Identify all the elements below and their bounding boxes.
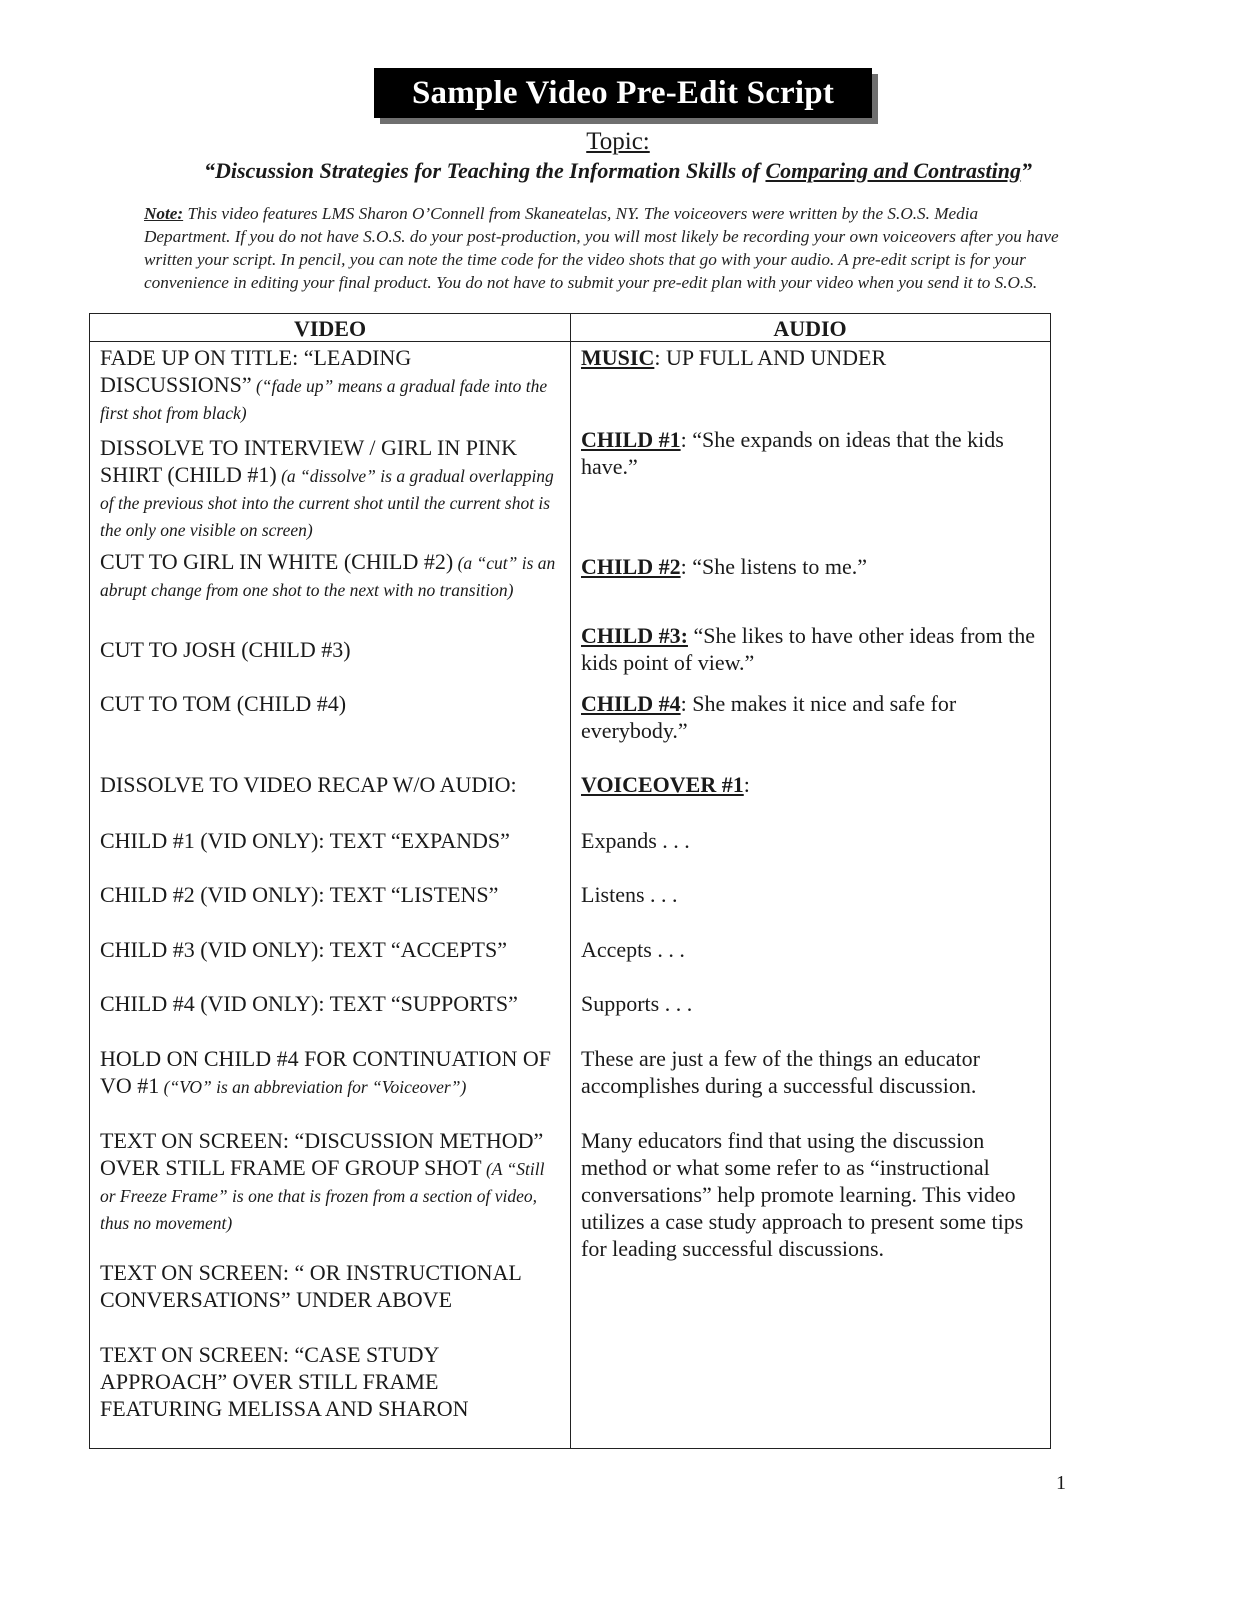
video-cue [100,690,564,717]
audio-speaker: CHILD #4 [581,691,681,716]
audio-text: : “She expands on ideas that the kids have.” [581,427,1004,479]
video-cue [100,990,564,1017]
audio-cue [581,990,1043,1017]
video-cue-text: TEXT ON SCREEN: “CASE STUDY APPROACH” OVER STILL FRAME FEATURING MELISSA AND SHARON [100,1342,469,1421]
video-cue-text: DISSOLVE TO VIDEO RECAP W/O AUDIO: [100,772,517,797]
script-table [89,313,1051,1449]
audio-text: Supports . . . [581,991,693,1016]
video-cue [100,1045,564,1099]
audio-text: Many educators find that using the discussion method or what some refer to as “instructional conversations” help promote learning. This video utilizes a case study approach to present some tips for leading successful discussions. [581,1128,1024,1261]
video-cue-text: FADE UP ON TITLE: “LEADING DISCUSSIONS” [100,345,412,397]
audio-text: “She likes to have other ideas from the kids point of view.” [581,623,1035,675]
note-text: This video features LMS Sharon O’Connell from Skaneatelas, NY. The voiceovers were written by the S.O.S. Media Department. If you do not have S.O.S. do your post-production, you will most likely be recording your own voiceovers after you have written your script. In pencil, you can note the time code for the video shots that go with your audio. A pre-edit script is for your convenience in editing your final product. You do not have to submit your pre-edit plan with your video when you send it to S.O.S. [144,204,1059,292]
audio-speaker: MUSIC [581,345,655,370]
note-label: Note: [144,204,184,223]
audio-text: : UP FULL AND UNDER [654,345,887,370]
video-cue-text: CUT TO TOM (CHILD #4) [100,691,347,716]
audio-text: These are just a few of the things an educator accomplishes during a successful discussion. [581,1046,980,1098]
video-cue-text: TEXT ON SCREEN: “DISCUSSION METHOD” OVER STILL FRAME OF GROUP SHOT [100,1128,544,1180]
video-cue-text: HOLD ON CHILD #4 FOR CONTINUATION OF VO #1 [100,1046,551,1098]
audio-speaker: CHILD #3: [581,623,688,648]
audio-cue [581,827,1043,854]
video-cue [100,771,564,798]
video-cue [100,636,564,663]
video-cue-text: CUT TO GIRL IN WHITE (CHILD #2) [100,549,454,574]
video-cue [100,1127,564,1235]
video-cue-text: DISSOLVE TO INTERVIEW / GIRL IN PINK SHIRT (CHILD #1) [100,435,518,487]
topic-label: Topic: [586,128,650,155]
audio-speaker: CHILD #1 [581,427,681,452]
video-cue-note: (A “Still or Freeze Frame” is one that is frozen from a section of video, thus no movement) [100,1159,545,1233]
subtitle-suffix: ” [1021,158,1033,183]
audio-cue [581,426,1043,480]
video-cue-note: (a “cut” is an abrupt change from one shot to the next with no transition) [100,553,556,600]
video-cue-text: TEXT ON SCREEN: “ OR INSTRUCTIONAL CONVERSATIONS” UNDER ABOVE [100,1260,522,1312]
video-cue [100,434,564,542]
audio-cue [581,881,1043,908]
video-cue [100,881,564,908]
video-cue-text: CHILD #4 (VID ONLY): TEXT “SUPPORTS” [100,991,518,1016]
video-cue-text: CHILD #3 (VID ONLY): TEXT “ACCEPTS” [100,937,507,962]
video-cue [100,1341,564,1422]
note-paragraph [144,202,1064,294]
audio-cue [581,622,1043,676]
column-divider [570,314,571,1448]
subtitle [0,158,1236,184]
video-cue [100,827,564,854]
audio-text: : She makes it nice and safe for everybody.” [581,691,957,743]
video-cue-text: CHILD #2 (VID ONLY): TEXT “LISTENS” [100,882,499,907]
audio-cue [581,1127,1043,1262]
audio-text: Expands . . . [581,828,690,853]
audio-cue [581,690,1043,744]
video-cue-text: CUT TO JOSH (CHILD #3) [100,637,351,662]
video-cue-text: CHILD #1 (VID ONLY): TEXT “EXPANDS” [100,828,510,853]
topic-heading [0,128,1236,156]
video-cue-note: (a “dissolve” is a gradual overlapping of the previous shot into the current shot until the current shot is the only one visible on screen) [100,466,554,540]
audio-cue [581,344,1043,371]
audio-text: : [743,772,750,797]
audio-cue [581,553,1043,580]
video-cue [100,548,564,602]
video-cue [100,344,564,425]
page-title: Sample Video Pre-Edit Script [374,68,872,118]
title-banner [374,68,878,124]
video-cue [100,936,564,963]
audio-text: Listens . . . [581,882,678,907]
video-cue-note: (“VO” is an abbreviation for “Voiceover”) [159,1077,467,1097]
video-cue [100,1259,564,1313]
audio-cue [581,771,1043,798]
audio-cue [581,1045,1043,1099]
video-column-header: VIDEO [293,316,367,341]
page-number: 1 [1056,1472,1066,1494]
video-cue-note: (“fade up” means a gradual fade into the first shot from black) [100,376,548,423]
audio-text: Accepts . . . [581,937,685,962]
subtitle-underlined: Comparing and Contrasting [765,158,1022,183]
audio-speaker: VOICEOVER #1 [581,772,744,797]
audio-speaker: CHILD #2 [581,554,681,579]
audio-text: : “She listens to me.” [680,554,867,579]
subtitle-prefix: “Discussion Strategies for Teaching the Information Skills of [203,158,766,183]
audio-column-header: AUDIO [773,316,847,341]
audio-cue [581,936,1043,963]
